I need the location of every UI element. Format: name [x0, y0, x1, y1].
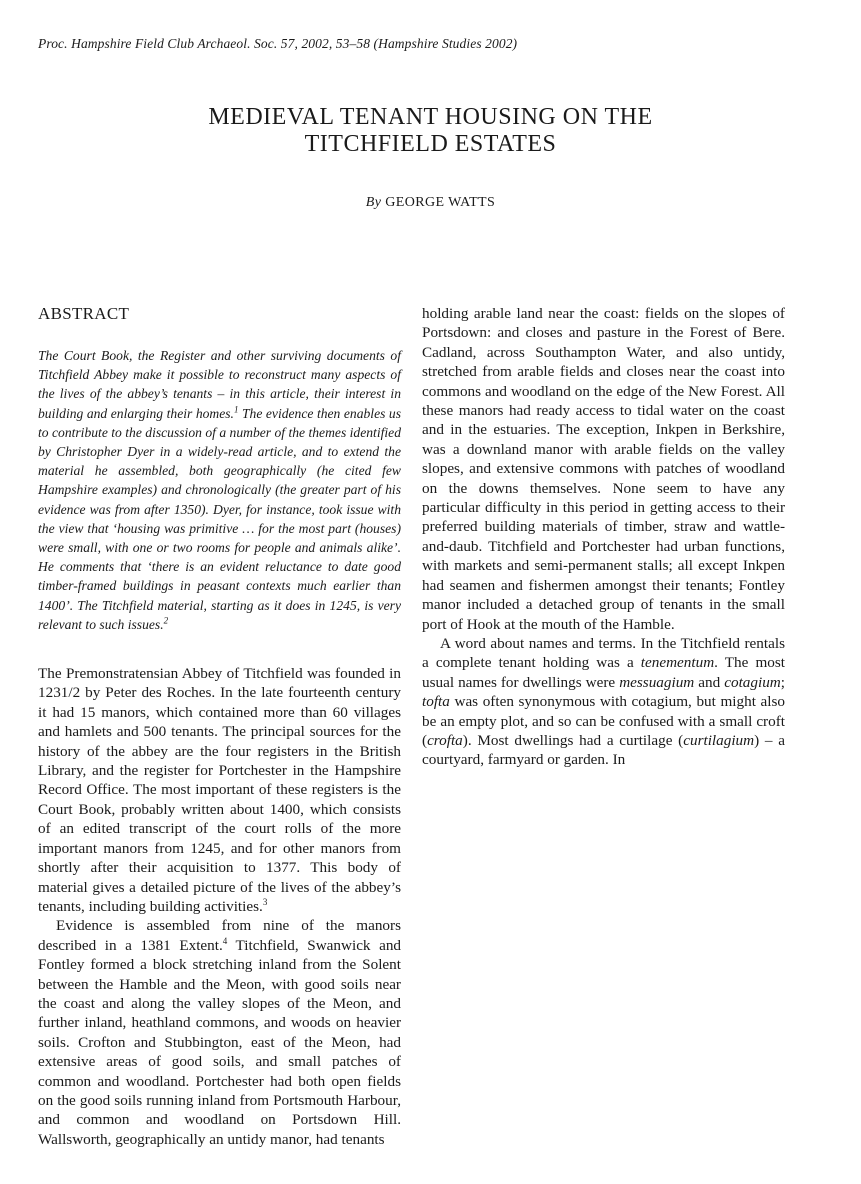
paragraph-2-lead: Evidence is assembled from nine of the manors described in a 1381 Extent.	[38, 917, 401, 954]
left-column	[38, 304, 401, 1149]
running-head: Proc. Hampshire Field Club Archaeol. Soc. 57, 2002, 53–58 (Hampshire Studies 2002)	[38, 36, 518, 51]
author-name: GEORGE WATTS	[385, 195, 496, 210]
latin-term-cotagium: cotagium	[724, 673, 781, 691]
title-line-1: MEDIEVAL TENANT HOUSING ON THE	[208, 104, 653, 130]
abstract-heading: ABSTRACT	[38, 304, 130, 323]
paragraph-3-text: A word about names and terms. In the Titchfield rentals a complete tenant holding was a	[422, 634, 785, 672]
paragraph-3-text: ) – a courtyard, farmyard or garden. In	[422, 731, 785, 769]
paragraph-3-text: was often synonymous with cotagium, but might also be an empty plot, and so can be confused with a small croft (	[422, 693, 785, 749]
byline	[0, 195, 861, 211]
latin-term-crofta: crofta	[427, 731, 463, 749]
latin-term-curtilagium: curtilagium	[683, 731, 755, 749]
footnote-ref-1: 1	[233, 404, 239, 415]
abstract-part-2: The evidence then enables us to contribute to the discussion of a number of the themes identified by Christopher Dyer in a widely-read article, and to extend the material he assembled, both geographically (he cited few Hampshire examples) and chronologically (the greater part of his evidence was from after 1350). Dyer, for instance, took issue with the view that ‘housing was primitive … for the most part (houses) were small, with one or two rooms for people and animals alike’. He comments that ‘there is an evident reluctance to date good timber-framed buildings in peasant contexts much earlier than 1400’. The Titchfield material, starting as it does in 1245, is very relevant to such issues.	[38, 405, 401, 632]
footnote-ref-3: 3	[262, 896, 268, 907]
body-paragraph-1	[38, 664, 401, 916]
title-line-2: TITCHFIELD ESTATES	[304, 131, 557, 157]
footnote-ref-4: 4	[222, 935, 228, 946]
paragraph-3-text: ). Most dwellings had a curtilage (	[462, 731, 684, 749]
footnote-ref-2: 2	[163, 615, 169, 626]
paragraph-1-text: The Premonstratensian Abbey of Titchfield was founded in 1231/2 by Peter des Roches. In the late fourteenth century it had 15 manors, which contained more than 60 villages and hamlets and 500 tenants. The principal sources for the history of the abbey are the four registers in the British Library, and the register for Portchester in the Hampshire Record Office. The most important of these registers is the Court Book, probably written about 1400, which consists of an edited transcript of the court rolls of the more important manors from 1245, and for other manors from shortly after their acquisition to 1377. This body of material gives a detailed picture of the lives of the abbey’s tenants, including building activities.	[38, 665, 401, 915]
paragraph-3-text: and	[694, 673, 725, 691]
article-title	[90, 104, 771, 158]
byline-prefix: By	[365, 195, 382, 210]
latin-term-messuagium: messuagium	[619, 673, 695, 691]
right-column	[422, 304, 785, 770]
paragraph-3-text: ;	[780, 673, 785, 691]
abstract-part-1: The Court Book, the Register and other surviving documents of Titchfield Abbey make it possible to reconstruct many aspects of the lives of the abbey’s tenants – in this article, their interest in building and enlarging their homes.	[38, 348, 401, 421]
paragraph-3-text: . The most usual names for dwellings were	[422, 654, 786, 691]
abstract-text	[38, 346, 401, 634]
body-paragraph-3	[422, 634, 785, 770]
paragraph-2-continued: Titchfield, Swanwick and Fontley formed a block stretching inland from the Solent between the Hamble and the Meon, with good soils near the coast and along the valley slopes of the Meon, and further inland, heathland commons, and woods on heavier soils. Crofton and Stubbington, east of the Meon, had extensive areas of good soils, and small patches of common and woodland. Portchester had both open fields on the good soils running inland from Portsmouth Harbour, and common and woodland on Portsdown Hill. Wallsworth, geographically an untidy manor, had tenants	[38, 936, 402, 1148]
latin-term-tenementum: tenementum	[640, 654, 715, 672]
body-paragraph-2-continued: holding arable land near the coast: fields on the slopes of Portsdown: and closes and pasture in the Forest of Bere. Cadland, across Southampton Water, and also untidy, stretched from arable fields and closes near the coast into commons and woodland on the edge of the New Forest. All these manors had ready access to tidal water on the coast and in the estuaries. The exception, Inkpen in Berkshire, was a downland manor with arable fields on the valley slopes, and extensive commons with patches of woodland on the downs themselves. None seem to have any particular difficulty in this period in getting access to their preferred building materials of timber, straw and wattle-and-daub. Titchfield and Portchester had urban functions, with markets and semi-permanent stalls; all except Inkpen had seamen and fishermen amongst their tenants; Fontley manor included a detached group of tenants in the small port of Hook at the mouth of the Hamble.	[422, 305, 785, 633]
body-paragraph-2-start	[38, 916, 401, 1149]
latin-term-tofta: tofta	[422, 693, 450, 711]
